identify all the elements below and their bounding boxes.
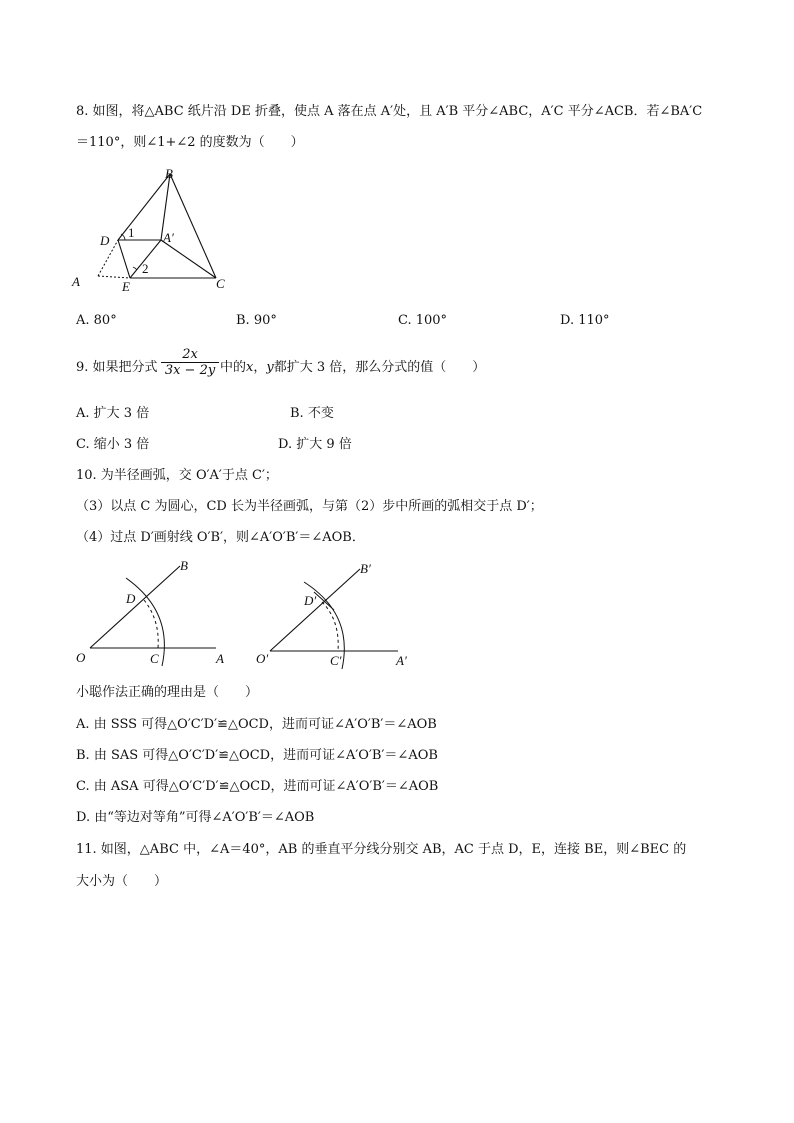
q8-stem-line1: 8. 如图，将△ABC 纸片沿 DE 折叠，使点 A 落在点 A′处，且 A′B 平分∠ABC，A′C 平分∠ACB．若∠BA′C [76,104,703,119]
q10-option-d[interactable]: D. 由“等边对等角”可得∠A′O′B′＝∠AOB [76,810,315,825]
q8-option-a[interactable]: A. 80° [76,313,117,328]
q8-option-b[interactable]: B. 90° [236,313,277,328]
q9-suffix-part2: ， [253,360,267,375]
q9-numerator: 2x [182,347,198,362]
q9-option-a[interactable]: A. 扩大 3 倍 [76,406,150,421]
ray-OB [90,566,180,648]
label-C': C′ [330,653,342,668]
arc-center-C-dashed [144,600,158,648]
label-B': B′ [360,561,371,576]
fold-dashed-AE [98,276,130,278]
q8-figure [70,164,240,294]
q10-line1: 10. 为半径画弧，交 O′A′于点 C′； [76,468,278,483]
q9-fraction [161,347,219,378]
q10-option-c[interactable]: C. 由 ASA 可得△O′C′D′≌△OCD，进而可证∠A′O′B′＝∠AOB [76,779,439,794]
label-A: A [216,651,224,666]
label-O': O′ [256,651,269,666]
label-D': D′ [304,593,317,608]
angle-2-arc [133,267,137,270]
q9-denominator: 3x − 2y [161,362,219,378]
label-Aprime: A′ [163,230,174,245]
q10-line3: （4）过点 D′画射线 O′B′，则∠A′O′B′＝∠AOB． [76,530,365,545]
q11-stem-line1: 11. 如图，△ABC 中，∠A＝40°，AB 的垂直平分线分别交 AB，AC 于点 D，E，连接 BE，则∠BEC 的 [76,842,687,857]
label-angle-2: 2 [142,261,149,276]
q10-option-a[interactable]: A. 由 SSS 可得△O′C′D′≌△OCD，进而可证∠A′O′B′＝∠AOB [76,717,437,732]
q10-question: 小聪作法正确的理由是（ ） [76,685,259,700]
q9-var-y: y [266,360,274,375]
q8-option-c[interactable]: C. 100° [398,313,448,328]
q11-stem-line2: 大小为（ ） [76,874,168,889]
q10-figure-original [70,556,240,671]
q9-option-b[interactable]: B. 不变 [290,406,334,421]
ray-O'B' [270,569,360,651]
q10-line2: （3）以点 C 为圆心，CD 长为半径画弧，与第（2）步中所画的弧相交于点 D′； [76,499,543,514]
q9-suffix-part1: 中的 [220,360,247,375]
q9-stem-suffix [220,359,485,377]
q9-suffix-part3: 都扩大 3 倍，那么分式的值（ ） [273,360,486,375]
label-O: O [76,650,86,665]
q9-option-c[interactable]: C. 缩小 3 倍 [76,437,150,452]
label-B: B [180,558,188,573]
label-D: D [126,591,136,606]
q9-option-d[interactable]: D. 扩大 9 倍 [278,437,352,452]
q10-option-b[interactable]: B. 由 SAS 可得△O′C′D′≌△OCD，进而可证∠A′O′B′＝∠AOB [76,748,438,763]
q8-stem-line2: ＝110°，则∠1+∠2 的度数为（ ） [76,135,304,150]
q8-option-d[interactable]: D. 110° [560,313,610,328]
label-D: D [100,233,110,248]
q9-var-x: x [246,360,254,375]
label-A': A′ [396,653,407,668]
label-angle-1: 1 [128,225,135,240]
label-C: C [150,651,159,666]
q9-stem-prefix: 9. 如果把分式 [76,360,158,375]
label-B: B [165,166,173,181]
arc-dashed-C'D' [322,602,338,651]
label-A: A [72,274,80,289]
segment-DE [118,240,130,278]
q10-figure-construction [252,556,422,671]
label-E: E [122,279,130,294]
label-C: C [216,276,225,291]
